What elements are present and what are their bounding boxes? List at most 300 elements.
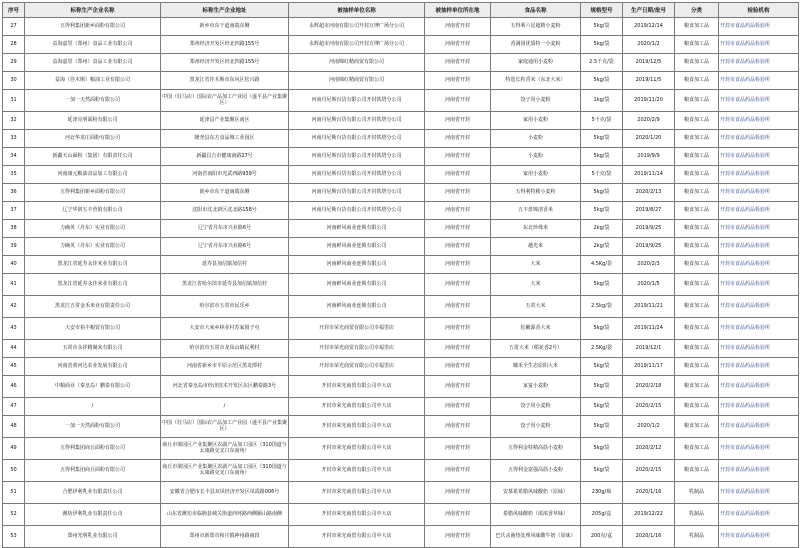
cell-spec: 5kg/袋	[581, 376, 623, 398]
cell-date: 2020/2/9	[623, 112, 675, 130]
cell-category: 粮食加工品	[675, 148, 719, 166]
cell-category: 粮食加工品	[675, 238, 719, 256]
cell-lab: 开封市食品药品检验所	[719, 18, 799, 36]
cell-date: 2020/1/5	[623, 274, 675, 296]
cell-seq: 34	[3, 148, 25, 166]
cell-spec: 205g/盒	[581, 504, 623, 526]
cell-seq: 51	[3, 482, 25, 504]
cell-producer: 五得利集团新乡面粉有限公司	[25, 184, 161, 202]
cell-date: 2020/1/2	[623, 36, 675, 54]
cell-category: 粮食加工品	[675, 460, 719, 482]
cell-date: 2020/2/15	[623, 460, 675, 482]
cell-producer: 力确英（丹东）实业有限公司	[25, 238, 161, 256]
cell-producer: 五得利集团商丘面粉有限公司	[25, 438, 161, 460]
cell-producer: 五常市永祥精制米有限公司	[25, 340, 161, 358]
cell-lab: 开封市食品药品检验所	[719, 54, 799, 72]
cell-seq: 29	[3, 54, 25, 72]
cell-category: 粮食加工品	[675, 72, 719, 90]
cell-seq: 48	[3, 416, 25, 438]
cell-address: 黑龙江省哈尔滨市延寿县加信镇加信村	[161, 274, 289, 296]
header-spec: 规格型号	[581, 3, 623, 18]
cell-lab: 开封市食品药品检验所	[719, 460, 799, 482]
cell-address: 商丘市梁园区产业集聚区农副产品加工园区（310国道与太康路交叉口东南角）	[161, 460, 289, 482]
cell-spec: 2.5Kg/袋	[581, 340, 623, 358]
cell-location: 河南省开封	[425, 416, 491, 438]
cell-location: 河南省开封	[425, 184, 491, 202]
table-row	[3, 504, 799, 526]
cell-producer: 益海嘉里（郑州）食品工业有限公司	[25, 36, 161, 54]
cell-location: 河南省开封	[425, 340, 491, 358]
cell-food-name: 小麦粉	[491, 148, 581, 166]
table-row	[3, 90, 799, 112]
cell-category: 粮食加工品	[675, 18, 719, 36]
header-lab: 检验机构	[719, 3, 799, 18]
cell-producer: 黑龙江省延寿永佳米业有限公司	[25, 274, 161, 296]
cell-address: 新疆昌吉市健康南路27号	[161, 148, 289, 166]
cell-category: 粮食加工品	[675, 202, 719, 220]
cell-category: 粮食加工品	[675, 90, 719, 112]
cell-food-name: 饺子用小麦粉	[491, 90, 581, 112]
cell-category: 粮食加工品	[675, 166, 719, 184]
inspection-results-sheet	[2, 2, 798, 548]
cell-location: 河南省开封	[425, 166, 491, 184]
cell-sampled-unit: 河南鲜风商业连锁有限公司	[289, 220, 425, 238]
cell-date: 2019/11/5	[623, 72, 675, 90]
cell-seq: 30	[3, 72, 25, 90]
cell-seq: 31	[3, 90, 25, 112]
cell-location: 河南省开封	[425, 18, 491, 36]
table-row	[3, 340, 799, 358]
table-row	[3, 238, 799, 256]
cell-spec: 5kg/袋	[581, 202, 623, 220]
cell-food-name: 越光米	[491, 238, 581, 256]
cell-food-name: 巴氏杀菌热处理风味酸牛奶（原味）	[491, 526, 581, 548]
cell-address: 商丘市梁园区产业集聚区农副产品加工园区（310国道与太康路交叉口东南角）	[161, 438, 289, 460]
cell-location: 河南省开封	[425, 90, 491, 112]
cell-sampled-unit: 开封市荣光商贸有限公司中大店	[289, 416, 425, 438]
cell-sampled-unit: 河南鲜风商业连锁有限公司	[289, 256, 425, 274]
cell-food-name: 希腊风味酸奶（浓浓香草味）	[491, 504, 581, 526]
cell-sampled-unit: 开封市荣光商贸有限公司幸福里店	[289, 340, 425, 358]
cell-sampled-unit: 河南丹尼斯百货有限公司开封铁塔分公司	[289, 184, 425, 202]
cell-spec: 5kg/袋	[581, 130, 623, 148]
cell-producer: 河南省黄河达农业发展有限公司	[25, 358, 161, 376]
cell-sampled-unit: 开封市荣光商贸有限公司幸福里店	[289, 318, 425, 340]
cell-address: 郑州经济开发区经北四路155号	[161, 54, 289, 72]
table-row	[3, 166, 799, 184]
cell-producer: 一加一天然面粉有限公司	[25, 416, 161, 438]
cell-address: 河北省秦皇岛市经济技术开发区东区鹏泰路3号	[161, 376, 289, 398]
cell-address: 隆尧县东方食品城工业园区	[161, 130, 289, 148]
cell-location: 河南省开封	[425, 482, 491, 504]
table-row	[3, 220, 799, 238]
cell-spec: 5kg/袋	[581, 148, 623, 166]
cell-food-name: 家庭通用小麦粉	[491, 54, 581, 72]
header-food-name: 食品名称	[491, 3, 581, 18]
cell-address: 哈尔滨市五常市龙凤山镇民利村	[161, 340, 289, 358]
table-body	[3, 18, 799, 548]
cell-seq: 39	[3, 238, 25, 256]
cell-spec: 2kg/袋	[581, 220, 623, 238]
cell-lab: 开封市食品药品检验所	[719, 166, 799, 184]
cell-location: 河南省开封	[425, 296, 491, 318]
cell-seq: 42	[3, 296, 25, 318]
table-row	[3, 398, 799, 416]
cell-category: 粮食加工品	[675, 112, 719, 130]
cell-seq: 41	[3, 274, 25, 296]
table-row	[3, 130, 799, 148]
table-row	[3, 202, 799, 220]
cell-location: 河南省开封	[425, 72, 491, 90]
cell-location: 河南省开封	[425, 36, 491, 54]
header-address: 标称生产企业地址	[161, 3, 289, 18]
cell-producer: 一加一天然面粉有限公司	[25, 90, 161, 112]
cell-lab: 开封市食品药品检验所	[719, 184, 799, 202]
cell-producer: 五得利集团商丘面粉有限公司	[25, 460, 161, 482]
cell-lab: 开封市食品药品检验所	[719, 274, 799, 296]
cell-sampled-unit: 开封市荣光商贸有限公司中大店	[289, 504, 425, 526]
cell-food-name: 五丰盘锦清香米	[491, 202, 581, 220]
table-row	[3, 112, 799, 130]
cell-food-name: 安慕希希腊风味酸奶（原味）	[491, 482, 581, 504]
cell-producer: 延津克明面粉有限公司	[25, 112, 161, 130]
cell-producer: 新疆天山面粉（集团）有限责任公司	[25, 148, 161, 166]
table-row	[3, 184, 799, 202]
header-seq: 序号	[3, 3, 25, 18]
cell-spec: 5kg/袋	[581, 318, 623, 340]
cell-producer: 中粮面业（秦皇岛）鹏泰有限公司	[25, 376, 161, 398]
cell-producer: 黑龙江省延寿永佳米业有限公司	[25, 256, 161, 274]
cell-producer: 辽宁华润五丰营销有限公司	[25, 202, 161, 220]
cell-seq: 45	[3, 358, 25, 376]
cell-location: 河南省开封	[425, 376, 491, 398]
cell-date: 2020/2/3	[623, 256, 675, 274]
table-row	[3, 18, 799, 36]
cell-lab: 开封市食品药品检验所	[719, 256, 799, 274]
cell-seq: 35	[3, 166, 25, 184]
cell-date: 2019/12/14	[623, 18, 675, 36]
cell-category: 粮食加工品	[675, 274, 719, 296]
cell-food-name: 五得利金富强高筋小麦粉	[491, 460, 581, 482]
cell-address: 河南省新乡市平原示范区黑龙潭村	[161, 358, 289, 376]
cell-producer: 合肥伊利乳业有限责任公司	[25, 482, 161, 504]
cell-seq: 27	[3, 18, 25, 36]
cell-category: 粮食加工品	[675, 220, 719, 238]
cell-sampled-unit: 河南丹尼斯百货有限公司开封铁塔分公司	[289, 166, 425, 184]
cell-sampled-unit: 河南锦红精商贸有限公司	[289, 54, 425, 72]
cell-sampled-unit: 开封市荣光商贸有限公司中大店	[289, 438, 425, 460]
cell-lab: 开封市食品药品检验所	[719, 340, 799, 358]
table-row	[3, 438, 799, 460]
cell-category: 粮食加工品	[675, 416, 719, 438]
cell-category: 粮食加工品	[675, 184, 719, 202]
cell-spec: 2.5千克/袋	[581, 54, 623, 72]
cell-lab: 开封市食品药品检验所	[719, 202, 799, 220]
cell-sampled-unit: 开封市荣光商贸有限公司中大店	[289, 398, 425, 416]
cell-category: 粮食加工品	[675, 358, 719, 376]
table-row	[3, 256, 799, 274]
cell-lab: 开封市食品药品检验所	[719, 238, 799, 256]
table-row	[3, 358, 799, 376]
cell-spec: 5kg/袋	[581, 72, 623, 90]
cell-producer: 河北华龙庄面粉有限公司	[25, 130, 161, 148]
cell-category: 粮食加工品	[675, 36, 719, 54]
cell-lab: 开封市食品药品检验所	[719, 526, 799, 548]
cell-seq: 38	[3, 220, 25, 238]
cell-lab: 开封市食品药品检验所	[719, 504, 799, 526]
cell-seq: 53	[3, 526, 25, 548]
cell-category: 粮食加工品	[675, 318, 719, 340]
cell-food-name: 特选长粒香米（东北大米）	[491, 72, 581, 90]
header-location: 被抽样单位所在地	[425, 3, 491, 18]
cell-date: 2019/8/27	[623, 202, 675, 220]
cell-date: 2020/2/12	[623, 438, 675, 460]
inspection-results-table	[2, 2, 799, 548]
cell-food-name: 大米	[491, 274, 581, 296]
cell-date: 2019/9/25	[623, 238, 675, 256]
cell-lab: 开封市食品药品检验所	[719, 112, 799, 130]
cell-address: 中国（驻马店）国际农产品加工产业园（遂平县产业集聚区）	[161, 416, 289, 438]
header-producer: 标称生产企业名称	[25, 3, 161, 18]
cell-location: 河南省开封	[425, 148, 491, 166]
cell-spec: 5kg/袋	[581, 184, 623, 202]
cell-location: 河南省开封	[425, 358, 491, 376]
cell-spec: 5kg/袋	[581, 460, 623, 482]
cell-seq: 49	[3, 438, 25, 460]
cell-food-name: 大米	[491, 256, 581, 274]
cell-spec: 5kg/袋	[581, 274, 623, 296]
cell-seq: 28	[3, 36, 25, 54]
cell-category: 粮食加工品	[675, 130, 719, 148]
cell-sampled-unit: 河南鲜风商业连锁有限公司	[289, 274, 425, 296]
table-row	[3, 482, 799, 504]
cell-date: 2019/11/14	[623, 166, 675, 184]
cell-date: 2019/9/9	[623, 148, 675, 166]
header-category: 分类	[675, 3, 719, 18]
table-row	[3, 526, 799, 548]
cell-seq: 32	[3, 112, 25, 130]
cell-spec: 2kg/袋	[581, 238, 623, 256]
cell-sampled-unit: 河南锦红精商贸有限公司	[289, 72, 425, 90]
cell-spec: 5千克/袋	[581, 112, 623, 130]
cell-sampled-unit: 河南鲜风商业连锁有限公司	[289, 296, 425, 318]
cell-category: 乳制品	[675, 504, 719, 526]
cell-spec: 5千克/袋	[581, 166, 623, 184]
cell-spec: 5kg/袋	[581, 358, 623, 376]
cell-location: 河南省开封	[425, 398, 491, 416]
cell-sampled-unit: 开封市荣光商贸有限公司中大店	[289, 526, 425, 548]
cell-location: 河南省开封	[425, 318, 491, 340]
cell-spec: 230g/瓶	[581, 482, 623, 504]
cell-sampled-unit: 河南丹尼斯百货有限公司开封铁塔分公司	[289, 130, 425, 148]
cell-date: 2019/12/22	[623, 504, 675, 526]
cell-producer: 五得利集团新乡面粉有限公司	[25, 18, 161, 36]
cell-seq: 36	[3, 184, 25, 202]
cell-date: 2019/11/24	[623, 318, 675, 340]
cell-sampled-unit: 永辉超市河南有限公司开封万博广场分公司	[289, 36, 425, 54]
cell-date: 2019/12/1	[623, 340, 675, 358]
cell-date: 2020/2/15	[623, 398, 675, 416]
cell-address: 延寿县加信镇加信村	[161, 256, 289, 274]
cell-food-name: 家用小麦粉	[491, 112, 581, 130]
cell-category: 粮食加工品	[675, 296, 719, 318]
cell-sampled-unit: 河南鲜风商业连锁有限公司	[289, 238, 425, 256]
cell-spec: 200克/盒	[581, 526, 623, 548]
cell-seq: 47	[3, 398, 25, 416]
cell-sampled-unit: 开封市荣光商贸有限公司幸福里店	[289, 358, 425, 376]
cell-address: 延津县产业集聚区南区	[161, 112, 289, 130]
cell-producer: 力确英（丹东）实业有限公司	[25, 220, 161, 238]
cell-producer: 益海（佳木斯）粮油工业有限公司	[25, 72, 161, 90]
cell-date: 2019/11/20	[623, 90, 675, 112]
cell-producer: 郑州光明乳业有限公司	[25, 526, 161, 548]
table-row	[3, 274, 799, 296]
cell-lab: 开封市食品药品检验所	[719, 296, 799, 318]
cell-location: 河南省开封	[425, 220, 491, 238]
cell-address: 大安市大來乡林业村苏家围子屯	[161, 318, 289, 340]
cell-seq: 50	[3, 460, 25, 482]
cell-sampled-unit: 河南丹尼斯百货有限公司开封铁塔分公司	[289, 112, 425, 130]
cell-producer: 河南康元粮油食品加工有限公司	[25, 166, 161, 184]
cell-spec: 5kg/袋	[581, 438, 623, 460]
table-row	[3, 376, 799, 398]
cell-address: 郑州经济开发区经北四路155号	[161, 36, 289, 54]
cell-category: 粮食加工品	[675, 340, 719, 358]
cell-lab: 开封市食品药品检验所	[719, 376, 799, 398]
cell-lab: 开封市食品药品检验所	[719, 220, 799, 238]
header-sampled-unit: 被抽样单位名称	[289, 3, 425, 18]
cell-food-name: 饺子用小麦粉	[491, 416, 581, 438]
cell-address: 沈阳市沈北新区沈北路158号	[161, 202, 289, 220]
table-row	[3, 416, 799, 438]
cell-category: 乳制品	[675, 482, 719, 504]
cell-address: 郑州市新郑市和庄镇神州路南段	[161, 526, 289, 548]
cell-location: 河南省开封	[425, 504, 491, 526]
table-row	[3, 72, 799, 90]
cell-date: 2019/12/5	[623, 54, 675, 72]
cell-address: 山东省潍坊市临朐县城关街道西环路西侧颐山路南侧	[161, 504, 289, 526]
cell-lab: 开封市食品药品检验所	[719, 36, 799, 54]
cell-date: 2020/2/18	[623, 376, 675, 398]
cell-producer: 益海嘉里（郑州）食品工业有限公司	[25, 54, 161, 72]
cell-food-name: 五得利金特精高筋小麦粉	[491, 438, 581, 460]
cell-lab: 开封市食品药品检验所	[719, 358, 799, 376]
cell-location: 河南省开封	[425, 460, 491, 482]
cell-producer: 黑龙江五常金禾米业有限责任公司	[25, 296, 161, 318]
cell-location: 河南省开封	[425, 438, 491, 460]
cell-sampled-unit: 开封市荣光商贸有限公司中大店	[289, 376, 425, 398]
cell-lab: 开封市食品药品检验所	[719, 90, 799, 112]
cell-food-name: 五常大米（稻花香2号）	[491, 340, 581, 358]
cell-location: 河南省开封	[425, 130, 491, 148]
cell-date: 2019/11/17	[623, 358, 675, 376]
cell-address: 河南省南阳市光武西路939号	[161, 166, 289, 184]
cell-seq: 40	[3, 256, 25, 274]
cell-location: 河南省开封	[425, 256, 491, 274]
cell-location: 河南省开封	[425, 202, 491, 220]
cell-food-name: 饺子用小麦粉	[491, 398, 581, 416]
cell-food-name: 臻禾全生态原阳大米	[491, 358, 581, 376]
cell-seq: 37	[3, 202, 25, 220]
table-header-row	[3, 3, 799, 18]
cell-lab: 开封市食品药品检验所	[719, 398, 799, 416]
cell-date: 2020/1/2	[623, 416, 675, 438]
cell-location: 河南省开封	[425, 526, 491, 548]
cell-lab: 开封市食品药品检验所	[719, 72, 799, 90]
cell-sampled-unit: 河南丹尼斯百货有限公司开封铁塔分公司	[289, 90, 425, 112]
cell-date: 2020/1/16	[623, 526, 675, 548]
cell-date: 2019/9/25	[623, 220, 675, 238]
cell-spec: 5kg/袋	[581, 416, 623, 438]
header-date: 生产日期/批号	[623, 3, 675, 18]
cell-sampled-unit: 开封市荣光商贸有限公司中大店	[289, 482, 425, 504]
table-row	[3, 148, 799, 166]
cell-sampled-unit: 永辉超市河南有限公司开封万博广场分公司	[289, 18, 425, 36]
cell-lab: 开封市食品药品检验所	[719, 318, 799, 340]
table-row	[3, 460, 799, 482]
cell-category: 粮食加工品	[675, 438, 719, 460]
cell-category: 乳制品	[675, 526, 719, 548]
cell-food-name: 松嫩源香大米	[491, 318, 581, 340]
cell-location: 河南省开封	[425, 54, 491, 72]
cell-location: 河南省开封	[425, 238, 491, 256]
cell-seq: 46	[3, 376, 25, 398]
cell-address: 哈尔滨市五常市民乐乡	[161, 296, 289, 318]
cell-food-name: 小麦粉	[491, 130, 581, 148]
cell-lab: 开封市食品药品检验所	[719, 482, 799, 504]
cell-food-name: 东北珍珠米	[491, 220, 581, 238]
cell-seq: 33	[3, 130, 25, 148]
cell-sampled-unit: 开封市荣光商贸有限公司中大店	[289, 460, 425, 482]
cell-location: 河南省开封	[425, 274, 491, 296]
cell-category: 粮食加工品	[675, 398, 719, 416]
cell-spec: 5kg/袋	[581, 36, 623, 54]
cell-food-name: 家宴小麦粉	[491, 376, 581, 398]
cell-date: 2019/11/21	[623, 296, 675, 318]
cell-food-name: 五得利特精小麦粉	[491, 184, 581, 202]
cell-address: 新乡市东干道南端东侧	[161, 184, 289, 202]
cell-food-name: 五常大米	[491, 296, 581, 318]
cell-food-name: 香满园优质特一小麦粉	[491, 36, 581, 54]
cell-spec: 4.5Kg/袋	[581, 256, 623, 274]
cell-lab: 开封市食品药品检验所	[719, 438, 799, 460]
table-row	[3, 296, 799, 318]
cell-producer: 大安市裕丰粮贸有限公司	[25, 318, 161, 340]
cell-spec: 1kg/袋	[581, 90, 623, 112]
table-row	[3, 36, 799, 54]
cell-lab: 开封市食品药品检验所	[719, 130, 799, 148]
cell-address: 中国（驻马店）国际农产品加工产业园（遂平县产业集聚区）	[161, 90, 289, 112]
cell-seq: 44	[3, 340, 25, 358]
cell-location: 河南省开封	[425, 112, 491, 130]
cell-producer: /	[25, 398, 161, 416]
cell-food-name: 五得利六星超精小麦粉	[491, 18, 581, 36]
cell-food-name: 家用小麦粉	[491, 166, 581, 184]
cell-spec: 5kg/袋	[581, 18, 623, 36]
cell-address: 黑龙江省佳木斯市东风区松兴路	[161, 72, 289, 90]
cell-category: 粮食加工品	[675, 256, 719, 274]
cell-seq: 43	[3, 318, 25, 340]
cell-address: 辽宁省丹东市兴业路6号	[161, 220, 289, 238]
cell-date: 2020/1/16	[623, 482, 675, 504]
cell-date: 2020/1/20	[623, 130, 675, 148]
cell-date: 2020/2/13	[623, 184, 675, 202]
cell-lab: 开封市食品药品检验所	[719, 416, 799, 438]
cell-category: 粮食加工品	[675, 54, 719, 72]
cell-spec: 2.5kg/袋	[581, 296, 623, 318]
cell-seq: 52	[3, 504, 25, 526]
table-row	[3, 54, 799, 72]
